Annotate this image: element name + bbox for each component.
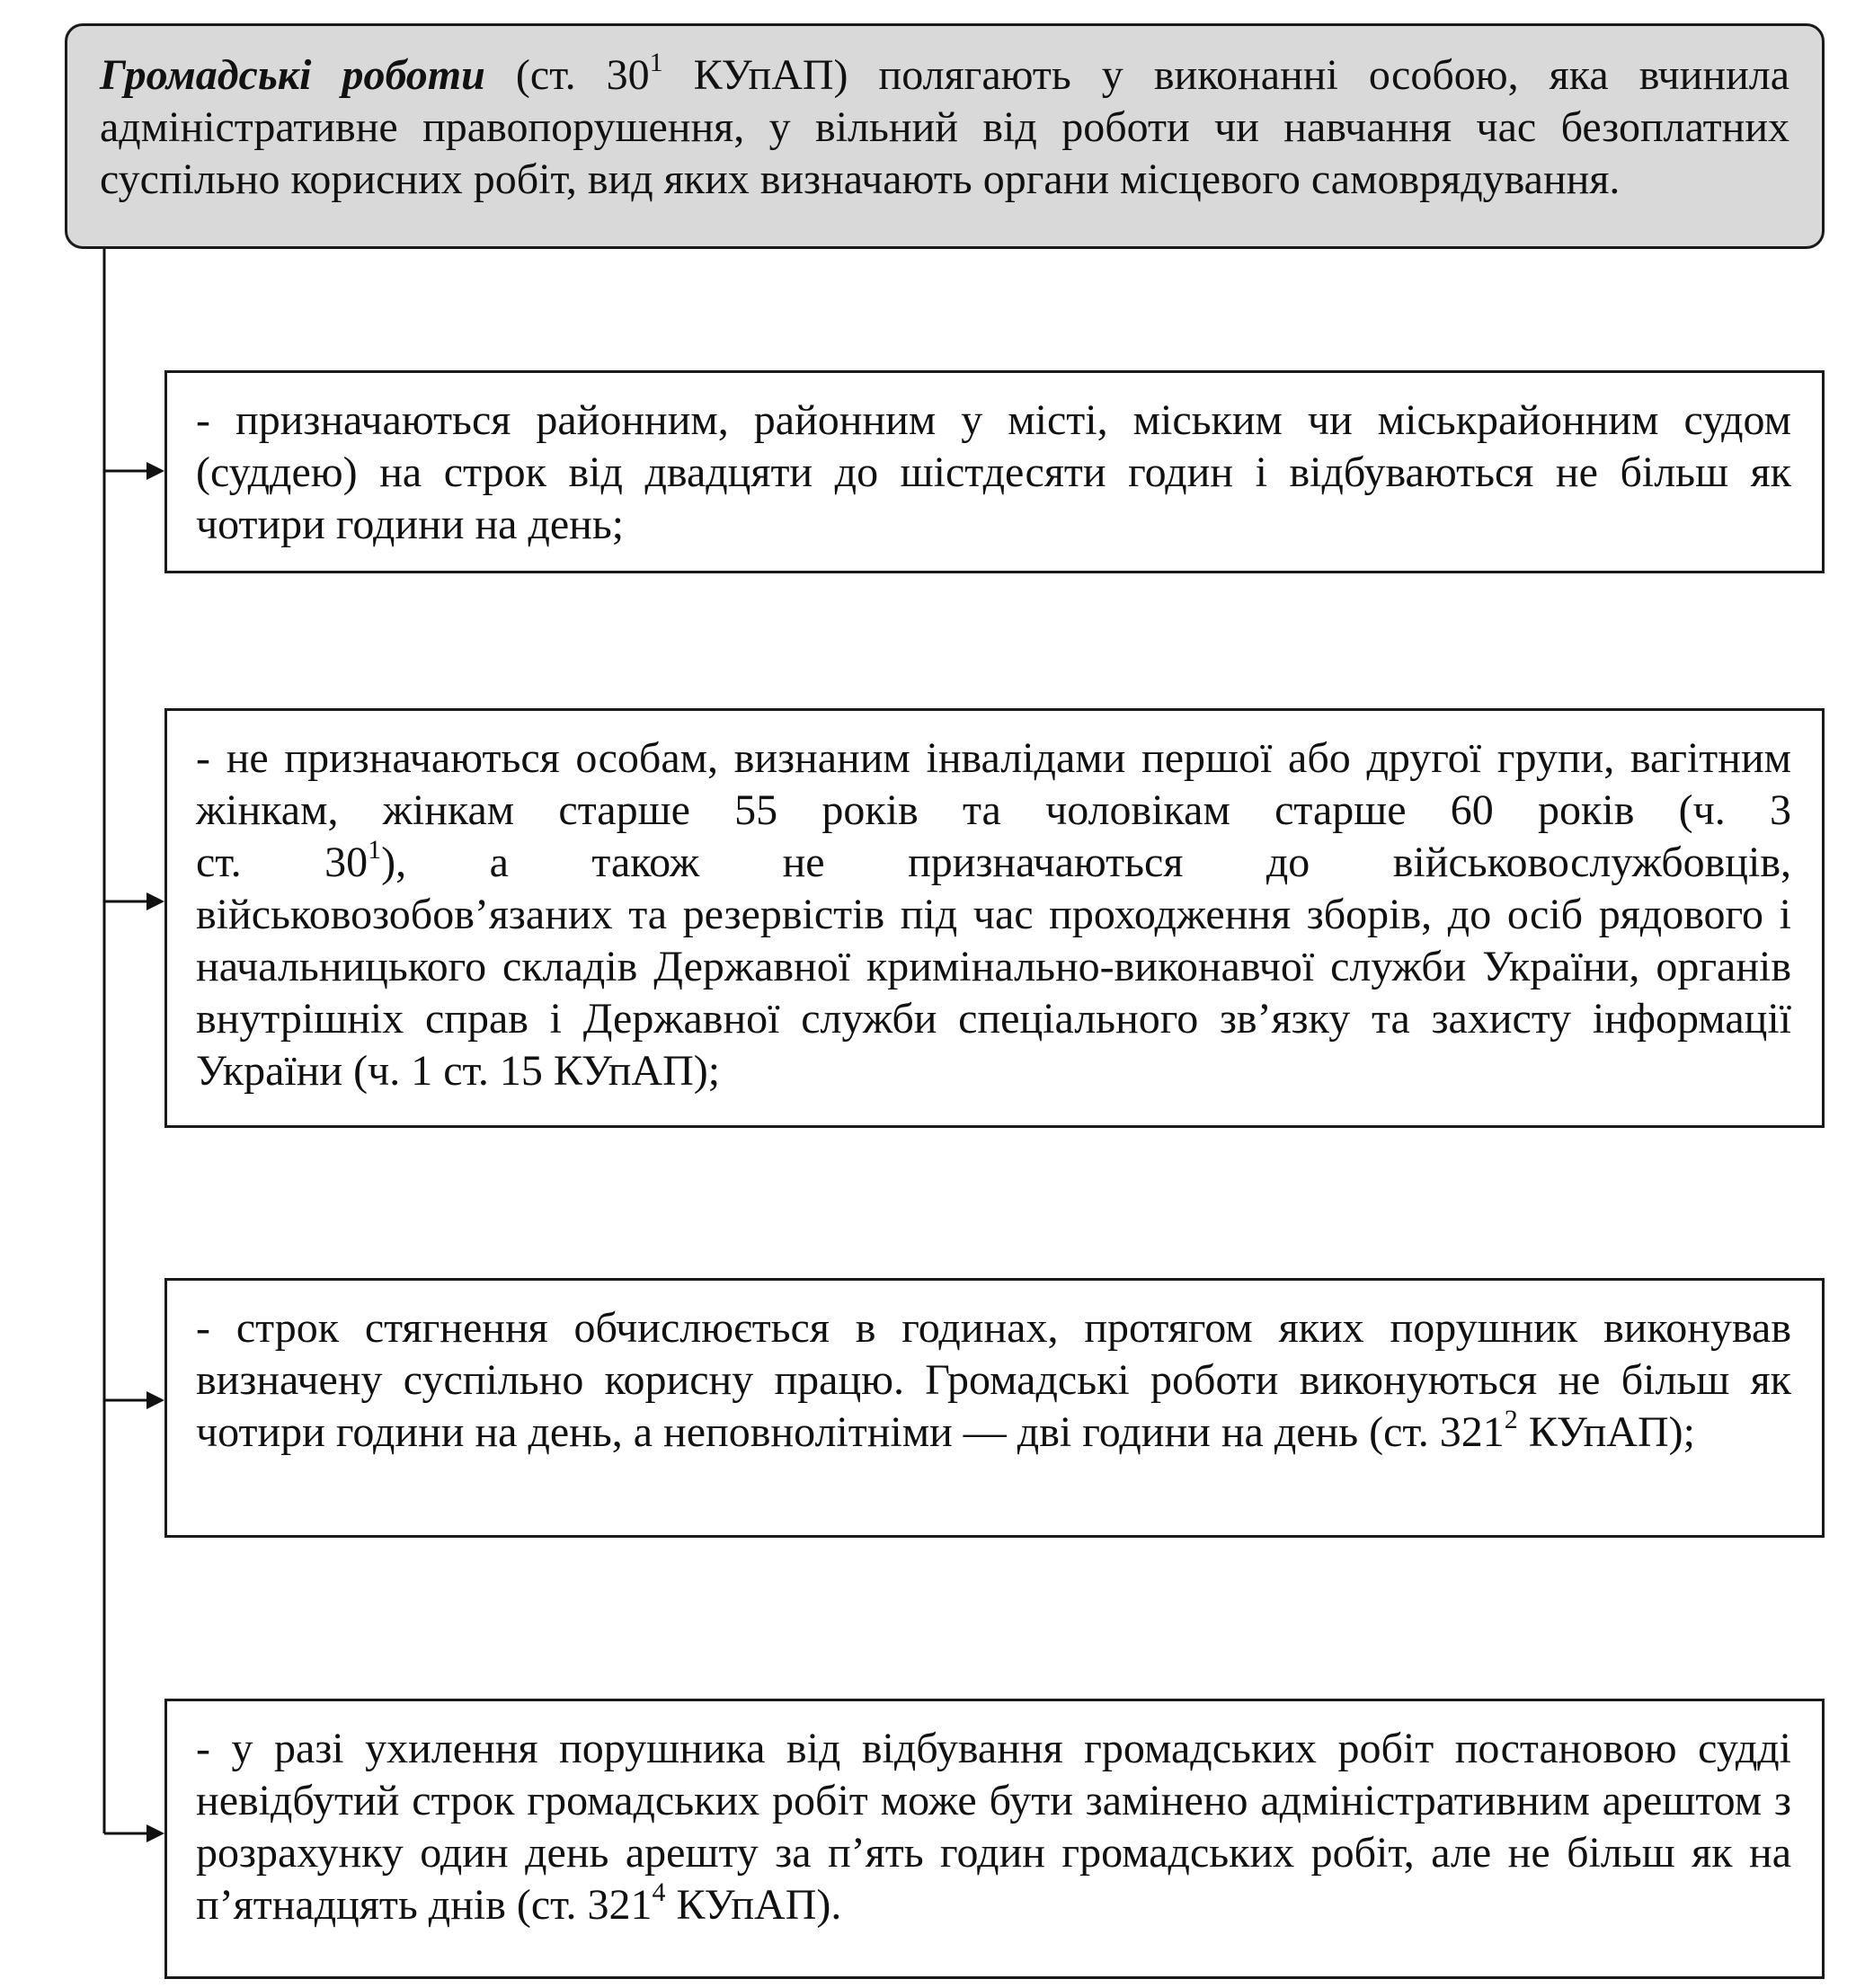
rule-text-line-1: - не призначаються особам, визнаним інвалідами першої або другої групи, вагітним жінкам, жінкам старше 55 років та чоловікам старше 60 років (ч. 3 <box>196 734 1791 834</box>
article-ref-superscript: 2 <box>1504 1405 1518 1434</box>
rule-box-1 <box>164 370 1825 573</box>
article-ref-superscript: 4 <box>652 1877 666 1907</box>
rule-text-continued: ), а також не призначаються до військовослужбовців, <box>381 839 1791 886</box>
rule-box-3 <box>164 1278 1825 1538</box>
arrowhead-icon <box>147 1391 164 1409</box>
rule-text: - призначаються районним, районним у місті, міським чи міськрайонним судом (суддею) на строк від двадцяти до шістдесяти годин і відбуваються не більш як чотири години на день; <box>196 396 1791 548</box>
definition-box <box>65 23 1825 249</box>
rule-text-rest: військовозобов’язаних та резервістів під час проходження зборів, до осіб рядового і начальницького складів Державної кримінально-виконавчої служби України, органів внутрішніх справ і Державної служби спеціального зв’язку та захисту інформації України (ч. 1 ст. 15 КУпАП); <box>196 891 1791 1095</box>
article-ref-superscript: 1 <box>368 835 382 865</box>
article-ref-superscript: 1 <box>649 48 663 77</box>
article-ref-prefix: (ст. 30 <box>515 51 650 99</box>
definition-text: КУпАП) полягають у виконанні особою, яка вчинила адміністративне правопорушення, у вільний від роботи чи навчання час безоплатних суспільно корисних робіт, вид яких визначають органи місцевого самоврядування. <box>100 51 1790 203</box>
rule-text-end: КУпАП); <box>1517 1408 1695 1456</box>
rule-box-4 <box>164 1699 1825 1979</box>
rule-box-2 <box>164 708 1825 1128</box>
arrow-to-item-1 <box>104 462 164 480</box>
arrow-to-item-2 <box>104 892 164 910</box>
rule-text: - у разі ухилення порушника від відбування громадських робіт постановою судді невідбутий строк громадських робіт може бути замінено адміністративним арештом з розрахунку один день арешту за п’ять годин громадських робіт, але не більш як на п’ятнадцять днів (ст. 321 <box>196 1725 1791 1929</box>
rule-text: - строк стягнення обчислюється в годинах, протягом яких порушник виконував визначену суспільно корисну працю. Громадські роботи виконуються не більш як чотири години на день, а неповнолітніми — дві години на день (ст. 321 <box>196 1304 1791 1456</box>
arrow-to-item-4 <box>104 1824 164 1842</box>
arrowhead-icon <box>147 462 164 480</box>
rule-text-end: КУпАП). <box>665 1881 842 1929</box>
arrowhead-icon <box>147 892 164 910</box>
article-ref-prefix: ст. 30 <box>196 839 369 886</box>
arrow-to-item-3 <box>104 1391 164 1409</box>
definition-term: Громадські роботи <box>100 51 485 99</box>
rule-text-line-2 <box>196 837 1791 889</box>
arrowhead-icon <box>147 1824 164 1842</box>
